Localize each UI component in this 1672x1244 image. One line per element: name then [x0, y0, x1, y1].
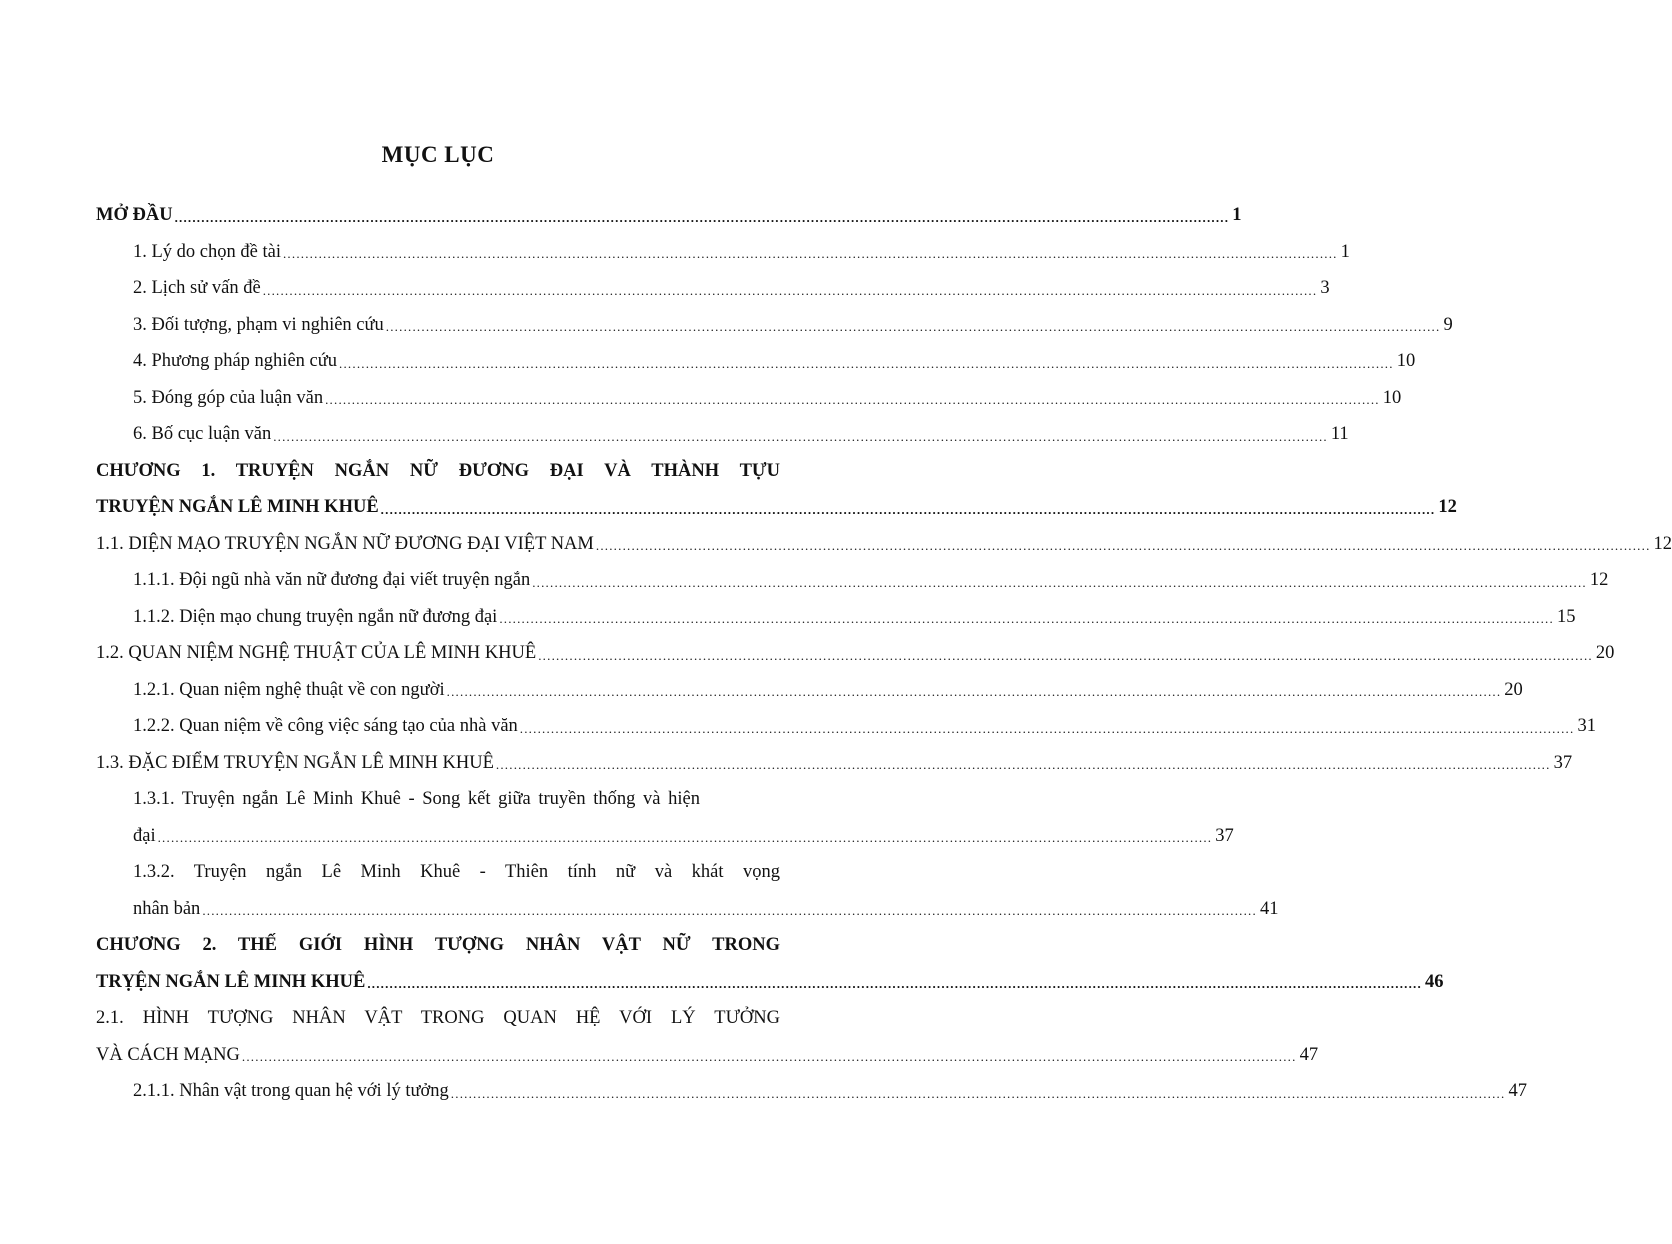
toc-page-number: 3 — [1320, 278, 1330, 298]
toc-entry-label: 1.1.2. Diện mạo chung truyện ngắn nữ đương đại — [133, 606, 498, 627]
toc-entry-label: nhân bản — [133, 898, 201, 919]
toc-dot-leader: ............................................................................................................................................................................................................................................. — [174, 209, 1230, 225]
toc-entry — [96, 234, 1350, 271]
toc-entry-label: 1.1.1. Đội ngũ nhà văn nữ đương đại viết truyện ngắn — [133, 570, 531, 590]
toc-dot-leader: ............................................................................................................................................................................................................................................. — [325, 392, 1380, 407]
toc-page-number: 12 — [1653, 533, 1672, 554]
toc-entry — [96, 927, 780, 964]
toc-page-number: 12 — [1589, 570, 1609, 590]
toc-entry-label: đại — [133, 825, 156, 846]
toc-entry-label: 1.3.2. Truyện ngắn Lê Minh Khuê - Thiên tính nữ và khát vọng — [133, 862, 780, 882]
toc-dot-leader: ............................................................................................................................................................................................................................................. — [380, 501, 1436, 517]
toc-page-number: 1 — [1232, 205, 1242, 225]
toc-entry-label: 1.2.1. Quan niệm nghệ thuật về con người — [133, 679, 445, 700]
toc-page-number: 20 — [1504, 679, 1523, 700]
toc-page-number: 20 — [1595, 643, 1615, 663]
toc-entry-label: 1.3.1. Truyện ngắn Lê Minh Khuê - Song kết giữa truyền thống và hiện — [133, 789, 700, 809]
toc-entry-label: 1.3. ĐẶC ĐIỂM TRUYỆN NGẮN LÊ MINH KHUÊ — [96, 752, 494, 773]
toc-page-number: 41 — [1259, 898, 1279, 919]
toc-entry — [96, 672, 1523, 709]
toc-page-number: 15 — [1556, 606, 1576, 627]
toc-page-number: 11 — [1330, 424, 1349, 444]
toc-entry — [96, 708, 1596, 745]
toc-entry — [96, 416, 1349, 453]
toc-dot-leader: ............................................................................................................................................................................................................................................. — [595, 538, 1651, 553]
toc-page-number: 46 — [1424, 971, 1444, 992]
toc-page-number: 31 — [1577, 716, 1596, 736]
toc-dot-leader: ............................................................................................................................................................................................................................................. — [446, 684, 1502, 699]
toc-entry-label: MỞ ĐẦU — [96, 205, 173, 225]
toc-dot-leader: ............................................................................................................................................................................................................................................. — [339, 355, 1394, 371]
toc-page-number: 47 — [1508, 1081, 1527, 1101]
toc-page-number: 37 — [1553, 752, 1573, 773]
toc-entry-label: 1. Lý do chọn đề tài — [133, 241, 281, 262]
toc-title: MỤC LỤC — [381, 142, 495, 167]
toc-entry — [96, 599, 1576, 636]
toc-page-number: 1 — [1340, 241, 1350, 262]
toc-page-number: 9 — [1443, 314, 1453, 335]
toc-entry-label: 1.2. QUAN NIỆM NGHỆ THUẬT CỦA LÊ MINH KHUÊ — [96, 643, 537, 663]
toc-entry — [96, 526, 1672, 563]
toc-dot-leader: ............................................................................................................................................................................................................................................. — [499, 611, 1554, 626]
toc-entry — [96, 635, 1615, 672]
toc-entry-label: 2. Lịch sử vấn đề — [133, 278, 261, 298]
toc-entry — [96, 489, 1457, 526]
toc-entry-label: CHƯƠNG 2. THẾ GIỚI HÌNH TƯỢNG NHÂN VẬT NỮ TRONG — [96, 935, 780, 955]
toc-dot-leader: ............................................................................................................................................................................................................................................. — [495, 757, 1551, 772]
toc-dot-leader: ............................................................................................................................................................................................................................................. — [367, 976, 1422, 991]
toc-entry-label: 4. Phương pháp nghiên cứu — [133, 351, 338, 371]
toc-entry — [96, 854, 780, 891]
toc-entry-label: TRỴỆN NGẮN LÊ MINH KHUÊ — [96, 971, 366, 992]
toc-dot-leader: ............................................................................................................................................................................................................................................. — [519, 720, 1575, 736]
toc-page-number: 47 — [1299, 1044, 1319, 1065]
toc-dot-leader: ............................................................................................................................................................................................................................................. — [282, 246, 1338, 261]
toc-entry-label: VÀ CÁCH MẠNG — [96, 1044, 240, 1065]
toc-entry — [96, 781, 780, 818]
toc-entry — [96, 818, 1234, 855]
toc-entry — [96, 453, 780, 490]
toc-page-number: 10 — [1382, 387, 1402, 408]
toc-dot-leader: ............................................................................................................................................................................................................................................. — [157, 830, 1213, 845]
toc-entry-label: 2.1. HÌNH TƯỢNG NHÂN VẬT TRONG QUAN HỆ VỚI LÝ TƯỞNG — [96, 1008, 780, 1028]
toc-entry — [96, 1037, 1319, 1074]
toc-entry-label: 3. Đối tượng, phạm vi nghiên cứu — [133, 314, 384, 335]
toc-entry-label: 1.2.2. Quan niệm về công việc sáng tạo của nhà văn — [133, 716, 518, 736]
toc-dot-leader: ............................................................................................................................................................................................................................................. — [532, 574, 1587, 590]
toc-dot-leader: ............................................................................................................................................................................................................................................. — [538, 647, 1593, 663]
toc-dot-leader: ............................................................................................................................................................................................................................................. — [450, 1085, 1506, 1101]
toc-dot-leader: ............................................................................................................................................................................................................................................. — [273, 428, 1328, 444]
toc-dot-leader: ............................................................................................................................................................................................................................................. — [202, 903, 1257, 918]
toc-entry-label: CHƯƠNG 1. TRUYỆN NGẮN NỮ ĐƯƠNG ĐẠI VÀ THÀNH TỰU — [96, 460, 780, 481]
toc-entry — [96, 1073, 1527, 1110]
toc-page-number: 12 — [1438, 497, 1457, 517]
table-of-contents — [96, 197, 1672, 1110]
toc-page-number: 10 — [1396, 351, 1416, 371]
toc-entry — [96, 1000, 780, 1037]
toc-entry — [96, 197, 1242, 234]
toc-dot-leader: ............................................................................................................................................................................................................................................. — [262, 282, 1318, 298]
toc-entry — [96, 562, 1609, 599]
toc-entry-label: 6. Bố cục luận văn — [133, 424, 272, 444]
toc-entry-label: TRUYỆN NGẮN LÊ MINH KHUÊ — [96, 497, 379, 517]
toc-entry — [96, 745, 1573, 782]
toc-entry — [96, 270, 1330, 307]
toc-entry — [96, 380, 1402, 417]
toc-entry-label: 2.1.1. Nhân vật trong quan hệ với lý tưởng — [133, 1081, 449, 1101]
toc-entry — [96, 343, 1416, 380]
toc-dot-leader: ............................................................................................................................................................................................................................................. — [241, 1049, 1297, 1064]
toc-entry-label: 5. Đóng góp của luận văn — [133, 387, 324, 408]
toc-page-number: 37 — [1215, 825, 1234, 846]
toc-entry-label: 1.1. DIỆN MẠO TRUYỆN NGẮN NỮ ĐƯƠNG ĐẠI VIỆT NAM — [96, 533, 594, 554]
toc-entry — [96, 307, 1453, 344]
toc-entry — [96, 891, 1279, 928]
toc-dot-leader: ............................................................................................................................................................................................................................................. — [385, 319, 1441, 334]
toc-entry — [96, 964, 1444, 1001]
